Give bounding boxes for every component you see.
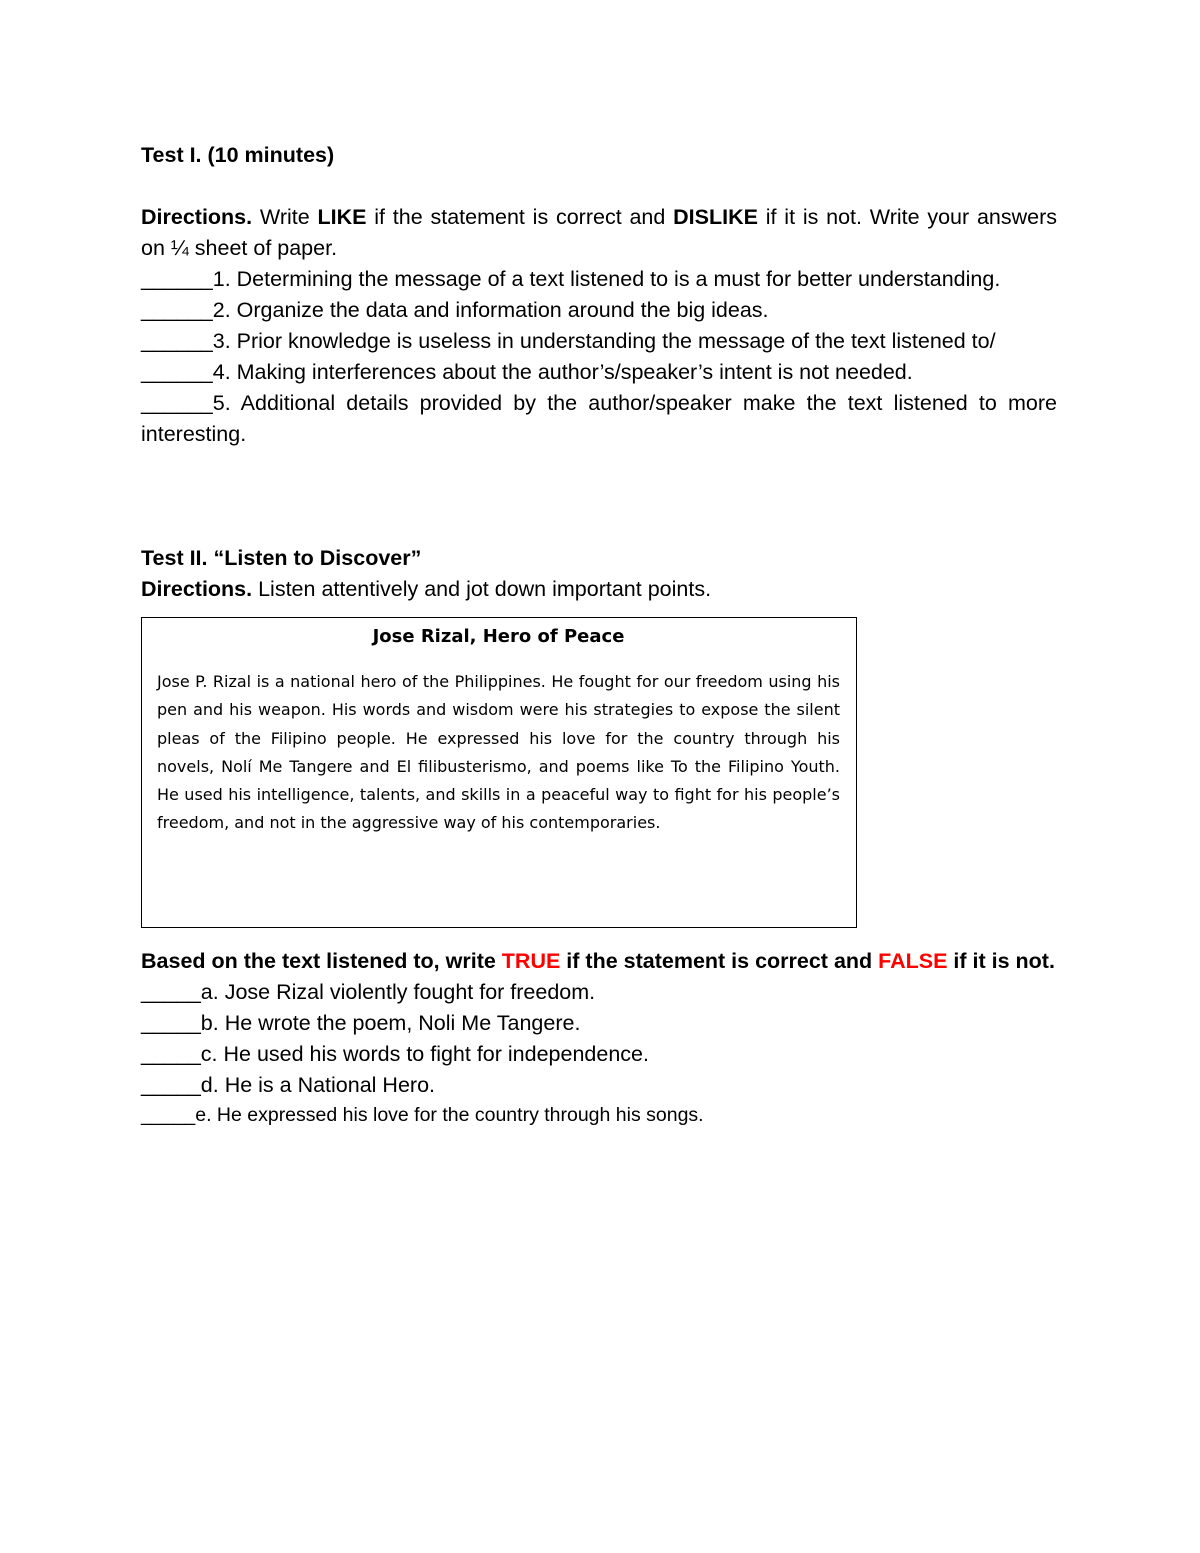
test2-title: Test II. “Listen to Discover” (141, 546, 422, 570)
story-text: Jose P. Rizal is a national hero of the Philippines. He fought for our freedom using his pen and his weapon. His words and wisdom were his strategies to expose the silent pleas of the Filipino people. He expressed his love for the country through his novels, Nolí Me Tangere and El filibusterismo, and poems like To the Filipino Youth. He used his intelligence, talents, and skills in a peaceful way to fight for his people’s freedom, and not in the aggressive way of his contemporaries. (157, 672, 840, 833)
test1-title: Test I. (10 minutes) (141, 143, 335, 167)
test1-item-5: ______5. Additional details provided by the author/speaker make the text listened to more interesting. (141, 391, 1057, 446)
tf-instruction-part3: if it is not. (947, 949, 1055, 973)
test1-directions-text-2: if the statement is correct and (366, 205, 674, 229)
test2-directions-label: Directions. (141, 577, 253, 601)
test2-item-d: _____d. He is a National Hero. (141, 1073, 436, 1097)
test2-item-e: _____e. He expressed his love for the country through his songs. (141, 1104, 704, 1126)
test2-item-b: _____b. He wrote the poem, Noli Me Tangere. (141, 1011, 581, 1035)
test1-item-3: ______3. Prior knowledge is useless in understanding the message of the text listened to/ (141, 329, 996, 353)
test1-directions-text-3: if it is not. Write your answers on ¼ sheet of paper. (141, 205, 1058, 260)
tf-instruction (141, 946, 1057, 977)
test1-dislike-word: DISLIKE (673, 205, 758, 229)
false-word: FALSE (878, 949, 948, 973)
true-word: TRUE (501, 949, 561, 973)
tf-instruction-part2: if the statement is correct and (560, 949, 879, 973)
story-box (141, 617, 857, 928)
story-title: Jose Rizal, Hero of Peace (372, 626, 625, 647)
test1-item-2: ______2. Organize the data and information around the big ideas. (141, 298, 769, 322)
test1-directions (141, 202, 1057, 264)
test1-item-4: ______4. Making interferences about the author’s/speaker’s intent is not needed. (141, 360, 913, 384)
test2-directions-text: Listen attentively and jot down important points. (252, 577, 712, 601)
worksheet-page (141, 140, 1057, 1130)
test1-directions-text-1: Write (252, 205, 318, 229)
test1-like-word: LIKE (317, 205, 367, 229)
test2-item-c: _____c. He used his words to fight for independence. (141, 1042, 649, 1066)
test2-directions (141, 574, 1057, 605)
tf-instruction-part1: Based on the text listened to, write (141, 949, 502, 973)
test2-item-a: _____a. Jose Rizal violently fought for freedom. (141, 980, 596, 1004)
test1-item-1: ______1. Determining the message of a text listened to is a must for better understanding. (141, 267, 1001, 291)
test1-directions-label: Directions. (141, 205, 253, 229)
